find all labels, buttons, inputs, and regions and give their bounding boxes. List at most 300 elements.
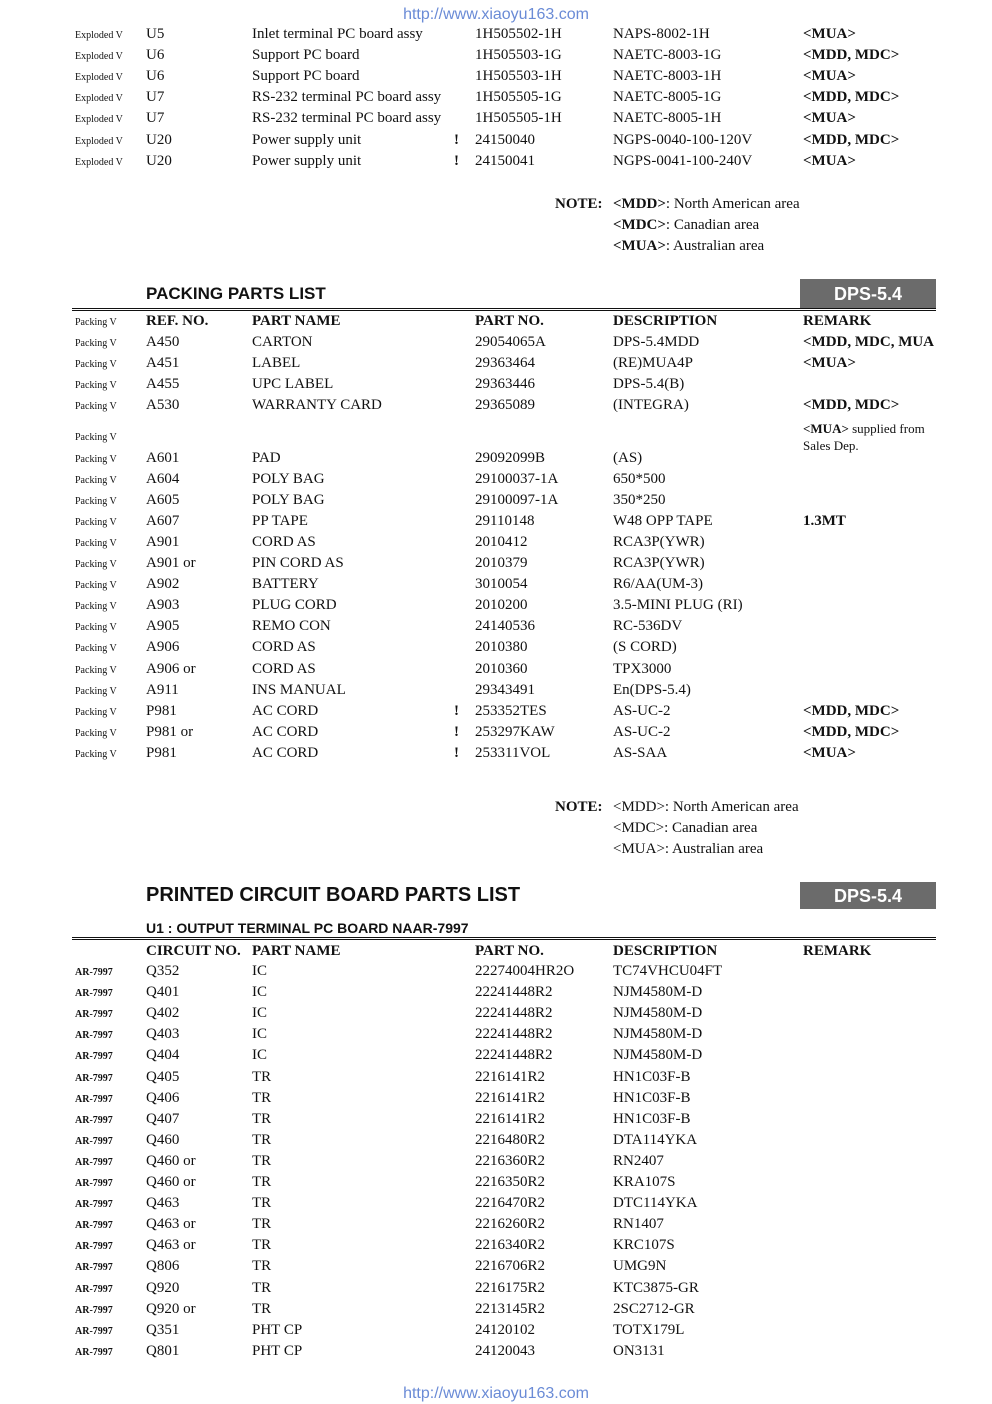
safety-mark: ! — [454, 702, 459, 719]
table-row — [0, 1258, 992, 1279]
part-name: TR — [252, 1174, 272, 1190]
area-code: <MUA> — [613, 238, 666, 254]
pcb-header-row — [0, 943, 992, 964]
part-name: INS MANUAL — [252, 681, 346, 698]
table-row — [0, 68, 992, 89]
part-no: 24120043 — [475, 1342, 535, 1359]
area-text: : Australian area — [665, 238, 765, 254]
packing-rule — [72, 308, 936, 311]
row-side-label: AR-7997 — [75, 1199, 113, 1211]
ref-no: Q404 — [146, 1047, 180, 1064]
area-code: <MDC> — [613, 217, 666, 233]
table-row — [0, 661, 992, 682]
pcb-subtitle: U1 : OUTPUT TERMINAL PC BOARD NAAR-7997 — [146, 920, 469, 936]
description: 650*500 — [613, 470, 666, 487]
part-no: 29363464 — [475, 355, 535, 372]
description: KTC3875-GR — [613, 1279, 699, 1296]
table-row — [0, 26, 992, 47]
part-no: 29110148 — [475, 512, 535, 529]
part-name: AC CORD — [252, 744, 319, 761]
part-no: 22241448R2 — [475, 1047, 553, 1064]
description: W48 OPP TAPE — [613, 512, 713, 529]
part-name: TR — [252, 1300, 272, 1317]
part-name: Power supply unit — [252, 131, 362, 148]
part-name: Support PC board — [252, 47, 360, 64]
part-name: TR — [252, 1131, 272, 1148]
description: 3.5-MINI PLUG (RI) — [613, 597, 743, 614]
row-side-label: AR-7997 — [75, 1156, 113, 1168]
row-side-label: Exploded V — [75, 30, 123, 41]
part-name: TR — [252, 1068, 272, 1085]
part-name: CARTON — [252, 334, 313, 350]
table-row — [0, 471, 992, 492]
table-row — [0, 1005, 992, 1026]
description: HN1C03F-B — [613, 1089, 691, 1106]
description: HN1C03F-B — [613, 1068, 691, 1085]
table-row — [0, 576, 992, 597]
part-name: IC — [252, 1005, 267, 1022]
row-side-label: AR-7997 — [75, 967, 113, 978]
header-part-no: PART NO. — [475, 313, 544, 329]
remark: <MDD, MDC> — [803, 131, 900, 148]
row-side-label: Packing V — [75, 401, 117, 413]
part-name: RS-232 terminal PC board assy — [252, 110, 442, 127]
part-name: IC — [252, 963, 267, 979]
part-no: 1H505505-1G — [475, 89, 562, 106]
row-side-label: Packing V — [75, 622, 117, 634]
part-name: CORD AS — [252, 660, 316, 677]
remark: <MUA> — [803, 110, 856, 127]
table-row — [0, 1026, 992, 1047]
table-row — [0, 47, 992, 68]
header-desc: DESCRIPTION — [613, 313, 718, 329]
mua-supply-note — [803, 420, 943, 454]
row-side-label: Packing V — [75, 495, 117, 507]
row-side-label: Exploded V — [75, 93, 123, 105]
row-side-label: Exploded V — [75, 72, 123, 84]
part-no: 253311VOL — [475, 744, 551, 761]
description: AS-UC-2 — [613, 723, 671, 740]
footer-url[interactable]: http://www.xiaoyu163.com — [403, 1385, 589, 1402]
header-name: PART NAME — [252, 313, 341, 329]
ref-no: A455 — [146, 376, 180, 393]
part-name: PHT CP — [252, 1342, 303, 1359]
table-row — [0, 682, 992, 703]
table-row — [0, 618, 992, 639]
part-no: 1H505503-1G — [475, 47, 562, 64]
table-row — [0, 397, 992, 418]
remark: <MDD, MDC> — [803, 702, 900, 719]
description: DTA114YKA — [613, 1131, 698, 1148]
ref-no: Q463 or — [146, 1237, 196, 1254]
description: TC74VHCU04FT — [613, 963, 723, 979]
part-no: 1H505503-1H — [475, 68, 562, 85]
description: RCA3P(YWR) — [613, 533, 705, 550]
part-name: CORD AS — [252, 533, 316, 550]
ref-no: Q463 or — [146, 1216, 196, 1233]
part-no: 2216260R2 — [475, 1216, 546, 1233]
row-side-label: Packing V — [75, 685, 117, 697]
description: RN1407 — [613, 1216, 664, 1233]
row-side-label: Packing V — [75, 748, 117, 760]
header-desc: DESCRIPTION — [613, 943, 718, 959]
ref-no: A607 — [146, 512, 180, 529]
part-name: CORD AS — [252, 639, 316, 656]
safety-mark: ! — [454, 131, 459, 148]
row-side-label: AR-7997 — [75, 1009, 113, 1021]
table-row — [0, 1111, 992, 1132]
table-row — [0, 110, 992, 131]
remark: <MDD, MDC, MUA — [803, 334, 935, 350]
part-no: 2010200 — [475, 597, 528, 614]
table-row — [0, 376, 992, 397]
part-name: TR — [252, 1216, 272, 1233]
table-row — [0, 597, 992, 618]
header-ref: REF. NO. — [146, 313, 209, 329]
description: RN2407 — [613, 1152, 664, 1169]
part-no: 2216141R2 — [475, 1089, 546, 1106]
ref-no: A906 or — [146, 660, 196, 677]
table-row — [0, 1216, 992, 1237]
row-side-label: AR-7997 — [75, 1283, 113, 1295]
remark: <MUA> — [803, 26, 856, 42]
ref-no: A901 — [146, 533, 180, 550]
part-name: IC — [252, 1047, 267, 1064]
part-no: 22241448R2 — [475, 1005, 553, 1022]
packing-header-row — [0, 313, 992, 334]
table-row — [0, 89, 992, 110]
ref-no: Q351 — [146, 1321, 180, 1338]
remark: <MUA> — [803, 152, 856, 169]
part-name: Inlet terminal PC board assy — [252, 26, 423, 42]
part-no: 22241448R2 — [475, 1026, 553, 1043]
description: (INTEGRA) — [613, 397, 689, 414]
row-side-label: Packing V — [75, 359, 117, 371]
row-side-label: AR-7997 — [75, 1093, 113, 1105]
ref-no: U20 — [146, 131, 172, 148]
ref-no: P981 or — [146, 723, 194, 740]
ref-no: U6 — [146, 68, 165, 85]
part-no: 2216470R2 — [475, 1195, 546, 1212]
table-row — [0, 745, 992, 766]
header-name: PART NAME — [252, 943, 341, 959]
row-side-label: Exploded V — [75, 51, 123, 63]
part-no: 29100037-1A — [475, 470, 559, 487]
table-row — [0, 492, 992, 513]
note-line: <MUA>: Australian area — [613, 841, 764, 857]
description: NAETC-8005-1H — [613, 110, 722, 127]
description: (AS) — [613, 449, 643, 466]
pcb-title: PRINTED CIRCUIT BOARD PARTS LIST — [146, 884, 521, 906]
part-no: 2216360R2 — [475, 1152, 546, 1169]
description: HN1C03F-B — [613, 1110, 691, 1127]
row-side-label: AR-7997 — [75, 1030, 113, 1042]
part-no: 2010379 — [475, 555, 528, 571]
description: NJM4580M-D — [613, 1047, 703, 1064]
table-row — [0, 1280, 992, 1301]
table-row — [0, 1153, 992, 1174]
remark: <MDD, MDC> — [803, 723, 900, 740]
part-no: 24150041 — [475, 152, 535, 169]
row-side-label: Packing V — [75, 727, 117, 739]
part-name: TR — [252, 1279, 272, 1296]
part-no: 2216340R2 — [475, 1237, 546, 1254]
remark: <MDD, MDC> — [803, 47, 900, 64]
description: NJM4580M-D — [613, 1026, 703, 1043]
part-name: RS-232 terminal PC board assy — [252, 89, 442, 106]
ref-no: Q407 — [146, 1110, 180, 1127]
description: NAETC-8005-1G — [613, 89, 722, 106]
part-no: 2010360 — [475, 660, 528, 677]
table-row — [0, 1047, 992, 1068]
remark: <MUA> — [803, 744, 856, 761]
ref-no: U7 — [146, 110, 165, 127]
row-side-label: AR-7997 — [75, 1241, 113, 1253]
part-name: Support PC board — [252, 68, 360, 85]
ref-no: Q401 — [146, 984, 180, 1001]
part-no: 2216706R2 — [475, 1258, 546, 1275]
header-url[interactable]: http://www.xiaoyu163.com — [403, 6, 589, 23]
ref-no: Q463 — [146, 1195, 180, 1212]
ref-no: A903 — [146, 597, 180, 614]
part-no: 29363446 — [475, 376, 535, 393]
description: KRC107S — [613, 1237, 675, 1254]
part-name: UPC LABEL — [252, 376, 334, 393]
ref-no: A604 — [146, 470, 180, 487]
description: ON3131 — [613, 1342, 665, 1359]
table-row — [0, 724, 992, 745]
ref-no: Q406 — [146, 1089, 180, 1106]
ref-no: U5 — [146, 26, 165, 42]
table-row — [0, 984, 992, 1005]
part-no: 2216175R2 — [475, 1279, 546, 1296]
part-name: IC — [252, 984, 267, 1001]
area-text: : Canadian area — [665, 217, 760, 233]
row-side-label: Packing V — [75, 580, 117, 592]
ref-no: Q352 — [146, 963, 180, 979]
ref-no: Q403 — [146, 1026, 180, 1043]
description: RC-536DV — [613, 618, 683, 635]
part-name: AC CORD — [252, 702, 319, 719]
description: UMG9N — [613, 1258, 667, 1275]
description: R6/AA(UM-3) — [613, 576, 703, 593]
row-side-label: AR-7997 — [75, 1304, 113, 1316]
row-side-label: Packing V — [75, 559, 117, 570]
part-name: AC CORD — [252, 723, 319, 740]
ref-no: P981 — [146, 744, 177, 761]
part-no: 253297KAW — [475, 723, 555, 740]
ref-no: A530 — [146, 397, 180, 414]
note-line: <MDD>: North American area — [613, 799, 799, 815]
row-side-label: Packing V — [75, 516, 117, 528]
note-line: <MDC>: Canadian area — [613, 820, 758, 836]
part-no: 3010054 — [475, 576, 528, 593]
table-row — [0, 555, 992, 576]
safety-mark: ! — [454, 723, 459, 740]
ref-no: P981 — [146, 702, 177, 719]
remark: <MDD, MDC> — [803, 397, 900, 414]
ref-no: A605 — [146, 491, 180, 508]
description: En(DPS-5.4) — [613, 681, 691, 698]
header-side: Packing V — [75, 317, 117, 328]
header-remark: REMARK — [803, 943, 872, 959]
part-name: TR — [252, 1237, 272, 1254]
row-side-label: AR-7997 — [75, 1114, 113, 1126]
table-row — [0, 703, 992, 724]
ref-no: Q920 or — [146, 1300, 196, 1317]
safety-mark: ! — [454, 744, 459, 761]
ref-no: Q460 or — [146, 1152, 196, 1169]
table-row — [0, 534, 992, 555]
ref-no: A911 — [146, 681, 179, 698]
note-line — [613, 196, 800, 213]
packing-title: PACKING PARTS LIST — [146, 284, 326, 303]
table-row — [0, 153, 992, 174]
table-row — [0, 963, 992, 984]
ref-no: A601 — [146, 449, 180, 466]
note-label: NOTE: — [555, 196, 603, 212]
part-no: 2213145R2 — [475, 1300, 546, 1317]
table-row — [0, 132, 992, 153]
note-line — [613, 217, 759, 234]
row-side-label: Exploded V — [75, 114, 123, 126]
description: NGPS-0040-100-120V — [613, 131, 753, 148]
ref-no: A902 — [146, 576, 180, 593]
header-remark: REMARK — [803, 313, 872, 329]
part-name: POLY BAG — [252, 491, 325, 508]
description: NJM4580M-D — [613, 984, 703, 1001]
description: AS-UC-2 — [613, 702, 671, 719]
ref-no: Q460 — [146, 1131, 180, 1148]
row-side-label: AR-7997 — [75, 1346, 113, 1358]
part-no: 22274004HR2O — [475, 963, 575, 979]
part-name: REMO CON — [252, 618, 331, 635]
table-row — [0, 1132, 992, 1153]
table-row — [0, 513, 992, 534]
part-no: 2216350R2 — [475, 1174, 546, 1190]
part-no: 24140536 — [475, 618, 535, 635]
row-side-label: Exploded V — [75, 135, 123, 147]
ref-no: A906 — [146, 639, 180, 656]
row-side-label: Packing V — [75, 706, 117, 718]
mua-code: <MUA> — [803, 421, 849, 436]
ref-no: U7 — [146, 89, 165, 106]
row-side-label: Exploded V — [75, 156, 123, 168]
part-name: TR — [252, 1110, 272, 1127]
description: AS-SAA — [613, 744, 668, 761]
part-name: TR — [252, 1152, 272, 1169]
part-name: TR — [252, 1258, 272, 1275]
safety-mark: ! — [454, 152, 459, 169]
part-name: BATTERY — [252, 576, 319, 593]
ref-no: U20 — [146, 152, 172, 169]
part-no: 2216141R2 — [475, 1068, 546, 1085]
description: NAETC-8003-1G — [613, 47, 722, 64]
table-row — [0, 1322, 992, 1343]
description: NGPS-0041-100-240V — [613, 152, 753, 169]
ref-no: Q920 — [146, 1279, 180, 1296]
ref-no: A451 — [146, 355, 180, 372]
description: 350*250 — [613, 491, 666, 508]
ref-no: A901 or — [146, 555, 196, 571]
part-name: PLUG CORD — [252, 597, 337, 614]
part-name: TR — [252, 1195, 272, 1212]
mua-text: supplied from Sales Dep. — [803, 421, 925, 453]
table-row — [0, 639, 992, 660]
pcb-model-badge: DPS-5.4 — [800, 882, 936, 909]
part-name: LABEL — [252, 355, 301, 372]
part-no: 29054065A — [475, 334, 546, 350]
description: DTC114YKA — [613, 1195, 698, 1212]
table-row — [0, 334, 992, 355]
description: KRA107S — [613, 1174, 676, 1190]
row-side-label: AR-7997 — [75, 1220, 113, 1232]
part-no: 2216480R2 — [475, 1131, 546, 1148]
remark: <MUA> — [803, 355, 856, 372]
table-row — [0, 1195, 992, 1216]
row-side-label: Packing V — [75, 643, 117, 655]
description: RCA3P(YWR) — [613, 555, 705, 571]
ref-no: A450 — [146, 334, 180, 350]
table-row — [0, 1174, 992, 1195]
part-no: 29092099B — [475, 449, 546, 466]
part-no: 29343491 — [475, 681, 535, 698]
description: 2SC2712-GR — [613, 1300, 695, 1317]
ref-no: U6 — [146, 47, 165, 64]
row-side-label: AR-7997 — [75, 1051, 113, 1063]
ref-no: A905 — [146, 618, 180, 635]
row-side-label: AR-7997 — [75, 1325, 113, 1337]
description: DPS-5.4(B) — [613, 376, 685, 393]
row-side-label: AR-7997 — [75, 1178, 113, 1189]
part-no: 1H505502-1H — [475, 26, 562, 42]
row-side-label: AR-7997 — [75, 988, 113, 1000]
row-side-label: AR-7997 — [75, 1135, 113, 1147]
row-side-label: Packing V — [75, 453, 117, 465]
table-row — [0, 355, 992, 376]
header-part-no: PART NO. — [475, 943, 544, 959]
part-no: 2010380 — [475, 639, 528, 656]
row-side-label: Packing V — [75, 537, 117, 549]
part-no: 24150040 — [475, 131, 535, 148]
part-no: 24120102 — [475, 1321, 535, 1338]
packing-model-badge: DPS-5.4 — [800, 279, 936, 308]
ref-no: Q806 — [146, 1258, 180, 1275]
part-name: TR — [252, 1089, 272, 1106]
table-row — [0, 1343, 992, 1364]
row-side-label: AR-7997 — [75, 1262, 113, 1274]
part-no: 2010412 — [475, 533, 528, 550]
part-name: Power supply unit — [252, 152, 362, 169]
ref-no: Q460 or — [146, 1174, 196, 1190]
area-text: : North American area — [665, 196, 800, 212]
remark: <MUA> — [803, 68, 856, 85]
ref-no: Q402 — [146, 1005, 180, 1022]
row-side-label: Packing V — [75, 432, 117, 444]
description: NJM4580M-D — [613, 1005, 703, 1022]
description: (RE)MUA4P — [613, 355, 694, 372]
row-side-label: Packing V — [75, 601, 117, 613]
part-no: 1H505505-1H — [475, 110, 562, 127]
ref-no: Q801 — [146, 1342, 180, 1359]
remark: <MDD, MDC> — [803, 89, 900, 106]
part-name: PIN CORD AS — [252, 555, 344, 571]
row-side-label: AR-7997 — [75, 1072, 113, 1084]
row-side-label: Packing V — [75, 474, 117, 486]
note-label: NOTE: — [555, 799, 603, 815]
table-row — [0, 1069, 992, 1090]
part-name: IC — [252, 1026, 267, 1043]
